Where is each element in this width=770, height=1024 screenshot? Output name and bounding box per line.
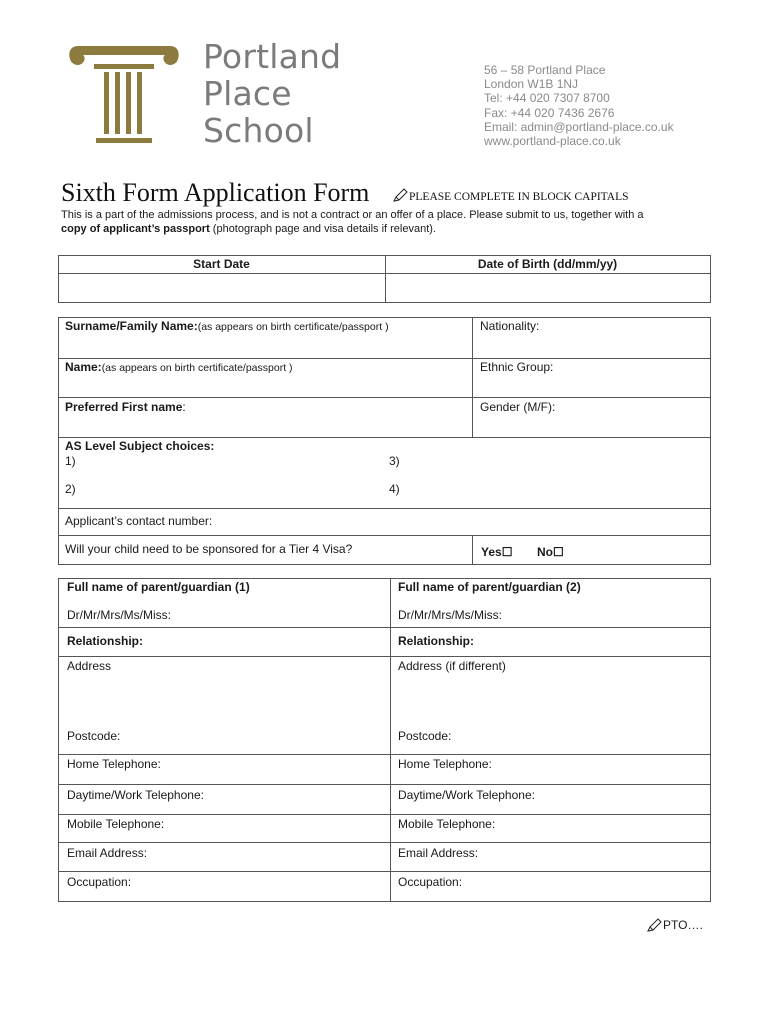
visa-question: Will your child need to be sponsored for a Tier 4 Visa? (65, 542, 353, 556)
gender-label: Gender (M/F): (480, 400, 556, 414)
parent2-work-tel: Daytime/Work Telephone: (398, 788, 535, 802)
parent1-home-tel: Home Telephone: (67, 757, 161, 771)
preferred-name-label: Preferred First name: (65, 400, 186, 414)
school-name-line3: School (203, 111, 314, 150)
school-name-line1: Portland (203, 37, 342, 76)
pencil-icon (393, 188, 408, 202)
choice-2: 2) (65, 482, 76, 496)
contact-number-label: Applicant’s contact number: (65, 514, 213, 528)
parent2-address: Address (if different) (398, 659, 506, 673)
ethnic-group-label: Ethnic Group: (480, 360, 554, 374)
visa-yes-option[interactable]: Yes☐ (481, 545, 513, 559)
as-level-label: AS Level Subject choices: (65, 439, 215, 453)
parent2-occupation: Occupation: (398, 875, 463, 889)
intro-text (61, 208, 711, 236)
nationality-label: Nationality: (480, 319, 540, 333)
choice-3: 3) (389, 454, 400, 468)
school-name (203, 38, 341, 149)
dob-header: Date of Birth (dd/mm/yy) (477, 257, 618, 271)
school-address (484, 63, 674, 148)
website: www.portland-place.co.uk (484, 134, 621, 149)
no-checkbox[interactable]: ☐ (553, 545, 564, 559)
parent1-relationship: Relationship: (67, 634, 144, 648)
dob-field[interactable] (387, 275, 709, 301)
parent2-title: Full name of parent/guardian (2) (398, 580, 581, 594)
form-title: Sixth Form Application Form (61, 178, 370, 207)
parent1-work-tel: Daytime/Work Telephone: (67, 788, 204, 802)
name-label: Name:(as appears on birth certificate/passport ) (65, 360, 293, 374)
fax: Fax: +44 020 7436 2676 (484, 105, 615, 120)
parent2-relationship: Relationship: (398, 634, 475, 648)
start-date-field[interactable] (60, 275, 383, 301)
parent1-title: Full name of parent/guardian (1) (67, 580, 250, 594)
intro-rest: (photograph page and visa details if relevant). (209, 223, 436, 235)
choice-1: 1) (65, 454, 76, 468)
parent2-mobile: Mobile Telephone: (398, 817, 496, 831)
email: Email: admin@portland-place.co.uk (484, 119, 674, 134)
parent1-postcode: Postcode: (67, 729, 121, 743)
pencil-icon (647, 918, 662, 932)
parent2-home-tel: Home Telephone: (398, 757, 492, 771)
parent2-salutation: Dr/Mr/Mrs/Ms/Miss: (398, 608, 502, 622)
address-line: 56 – 58 Portland Place (484, 63, 606, 77)
parent1-address: Address (67, 659, 112, 673)
school-name-line2: Place (203, 74, 292, 113)
intro-line1: This is a part of the admissions process, and is not a contract or an offer of a place. Please submit to us, together with a (61, 209, 644, 221)
pto-text: PTO…. (663, 918, 703, 932)
parent1-email: Email Address: (67, 846, 148, 860)
school-logo-column-icon (68, 41, 180, 149)
parent2-postcode: Postcode: (398, 729, 452, 743)
parent2-email: Email Address: (398, 846, 479, 860)
parent1-mobile: Mobile Telephone: (67, 817, 165, 831)
visa-no-option[interactable]: No☐ (537, 545, 564, 559)
parent1-salutation: Dr/Mr/Mrs/Ms/Miss: (67, 608, 171, 622)
yes-checkbox[interactable]: ☐ (501, 545, 513, 559)
start-date-header: Start Date (193, 257, 250, 271)
telephone: Tel: +44 020 7307 8700 (484, 91, 610, 106)
block-capitals-note: PLEASE COMPLETE IN BLOCK CAPITALS (409, 191, 629, 203)
address-line: London W1B 1NJ (484, 77, 579, 92)
parent1-occupation: Occupation: (67, 875, 132, 889)
surname-label: Surname/Family Name:(as appears on birth certificate/passport ) (65, 319, 389, 333)
choice-4: 4) (389, 482, 400, 496)
intro-passport-bold: copy of applicant’s passport (61, 223, 210, 235)
